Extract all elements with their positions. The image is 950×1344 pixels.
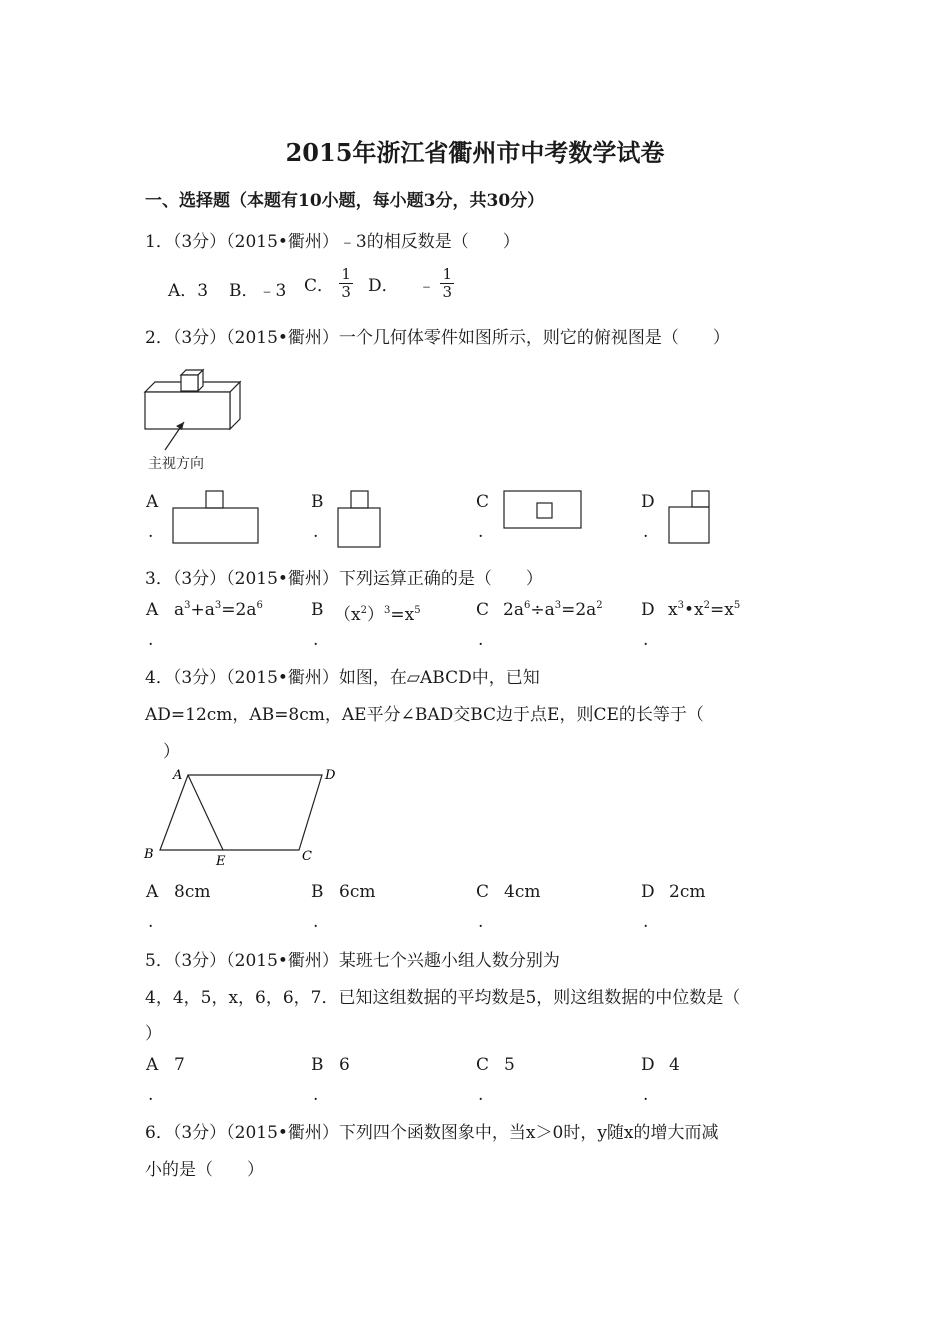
q4-option-d-text: 2cm (669, 882, 706, 902)
q2-option-c-figure (500, 488, 586, 532)
q5-option-d-text: 4 (669, 1055, 680, 1075)
q2-option-c-dot: . (478, 522, 484, 542)
q2-option-a-figure (170, 488, 262, 548)
q2-option-d-figure (664, 488, 714, 548)
q5-option-b-text: 6 (339, 1055, 350, 1075)
point-e-label: E (216, 854, 226, 869)
q2-option-d-dot: . (643, 522, 649, 542)
q1-option-d (368, 266, 454, 301)
q3-option-b-letter: B (311, 600, 324, 620)
q3-option-a-dot: . (148, 630, 154, 650)
question-4-stem-line1: 4．（3分）（2015•衢州）如图，在▱ABCD中，已知 (145, 668, 540, 688)
q3-option-d-expression: $x^3•x^2=x^5$ (668, 600, 741, 620)
question-2-stem: 2．（3分）（2015•衢州）一个几何体零件如图所示，则它的俯视图是（ ） (145, 328, 730, 348)
q5-option-c-dot: . (478, 1085, 484, 1105)
question-3-stem: 3．（3分）（2015•衢州）下列运算正确的是（ ） (145, 569, 543, 589)
q2-solid-figure (140, 362, 250, 474)
q1-c-numerator: 1 (341, 265, 351, 283)
point-b-label: B (144, 847, 154, 862)
point-d-label: D (325, 768, 336, 783)
q5-option-a-dot: . (148, 1085, 154, 1105)
question-4-stem-line2: AD=12cm，AB=8cm，AE平分∠BAD交BC边于点E，则CE的长等于（ (145, 705, 704, 725)
q1-d-denominator: 3 (442, 283, 452, 301)
q5-option-a-text: 7 (174, 1055, 185, 1075)
q1-option-c (304, 266, 353, 301)
q5-option-a-letter: A (146, 1055, 159, 1075)
q2-option-b-letter: B (311, 492, 324, 512)
q1-option-d-label: D． (368, 276, 399, 296)
q3-option-c-expression: $2a^6\div a^3=2a^2$ (503, 600, 603, 620)
q4-option-d-letter: D (641, 882, 655, 902)
q4-parallelogram-figure (140, 764, 345, 870)
point-a-label: A (173, 768, 183, 783)
question-5-stem-line2: 4，4，5，x，6，6，7．已知这组数据的平均数是5，则这组数据的中位数是（ (145, 988, 741, 1008)
q4-option-d-dot: . (643, 912, 649, 932)
q4-option-c-letter: C (476, 882, 490, 902)
q1-d-numerator: 1 (442, 265, 452, 283)
q3-option-c-letter: C (476, 600, 490, 620)
question-5-stem-line1: 5．（3分）（2015•衢州）某班七个兴趣小组人数分别为 (145, 951, 560, 971)
q4-option-a-letter: A (146, 882, 159, 902)
q5-option-d-letter: D (641, 1055, 655, 1075)
question-4-stem-line3: ） (163, 742, 180, 762)
question-6-stem-line1: 6．（3分）（2015•衢州）下列四个函数图象中，当x＞0时，y随x的增大而减 (145, 1123, 719, 1143)
q5-option-c-letter: C (476, 1055, 490, 1075)
q1-option-d-sign: ﹣ (418, 276, 436, 296)
q4-option-a-text: 8cm (174, 882, 211, 902)
q1-c-denominator: 3 (341, 283, 351, 301)
page-title: 2015年浙江省衢州市中考数学试卷 (285, 138, 665, 167)
q1-option-c-label: C． (304, 276, 335, 296)
q3-option-b-expression: $(x^2)^3=x^5$ (334, 605, 421, 625)
q3-option-b-dot: . (313, 630, 319, 650)
q1-option-a: A．3 (168, 281, 209, 301)
q1-option-b: B．﹣3 (229, 281, 287, 301)
q5-option-c-text: 5 (504, 1055, 515, 1075)
q2-option-a-letter: A (146, 492, 159, 512)
q4-option-c-dot: . (478, 912, 484, 932)
q2-option-d-letter: D (641, 492, 655, 512)
q4-option-a-dot: . (148, 912, 154, 932)
q5-option-d-dot: . (643, 1085, 649, 1105)
q3-option-a-letter: A (146, 600, 159, 620)
q4-option-b-letter: B (311, 882, 324, 902)
q3-option-d-dot: . (643, 630, 649, 650)
q3-option-c-dot: . (478, 630, 484, 650)
q3-option-d-letter: D (641, 600, 655, 620)
question-6-stem-line2: 小的是（ ） (145, 1160, 264, 1180)
section-heading: 一、选择题（本题有10小题，每小题3分，共30分） (145, 191, 545, 211)
question-1-stem: 1．（3分）（2015•衢州）﹣3的相反数是（ ） (145, 232, 520, 252)
q5-option-b-letter: B (311, 1055, 324, 1075)
q2-option-a-dot: . (148, 522, 154, 542)
question-5-stem-line3: ） (145, 1024, 162, 1044)
q4-option-c-text: 4cm (504, 882, 541, 902)
q4-option-b-text: 6cm (339, 882, 376, 902)
q5-option-b-dot: . (313, 1085, 319, 1105)
point-c-label: C (302, 849, 312, 864)
q4-option-b-dot: . (313, 912, 319, 932)
q1-option-d-fraction (440, 266, 454, 301)
q3-option-a-expression: $a^3+a^3=2a^6$ (174, 600, 263, 620)
q2-option-b-dot: . (313, 522, 319, 542)
q1-option-c-fraction (339, 266, 353, 301)
q2-option-c-letter: C (476, 492, 490, 512)
q2-option-b-figure (334, 488, 386, 552)
q2-view-direction-label: 主视方向 (148, 456, 204, 472)
